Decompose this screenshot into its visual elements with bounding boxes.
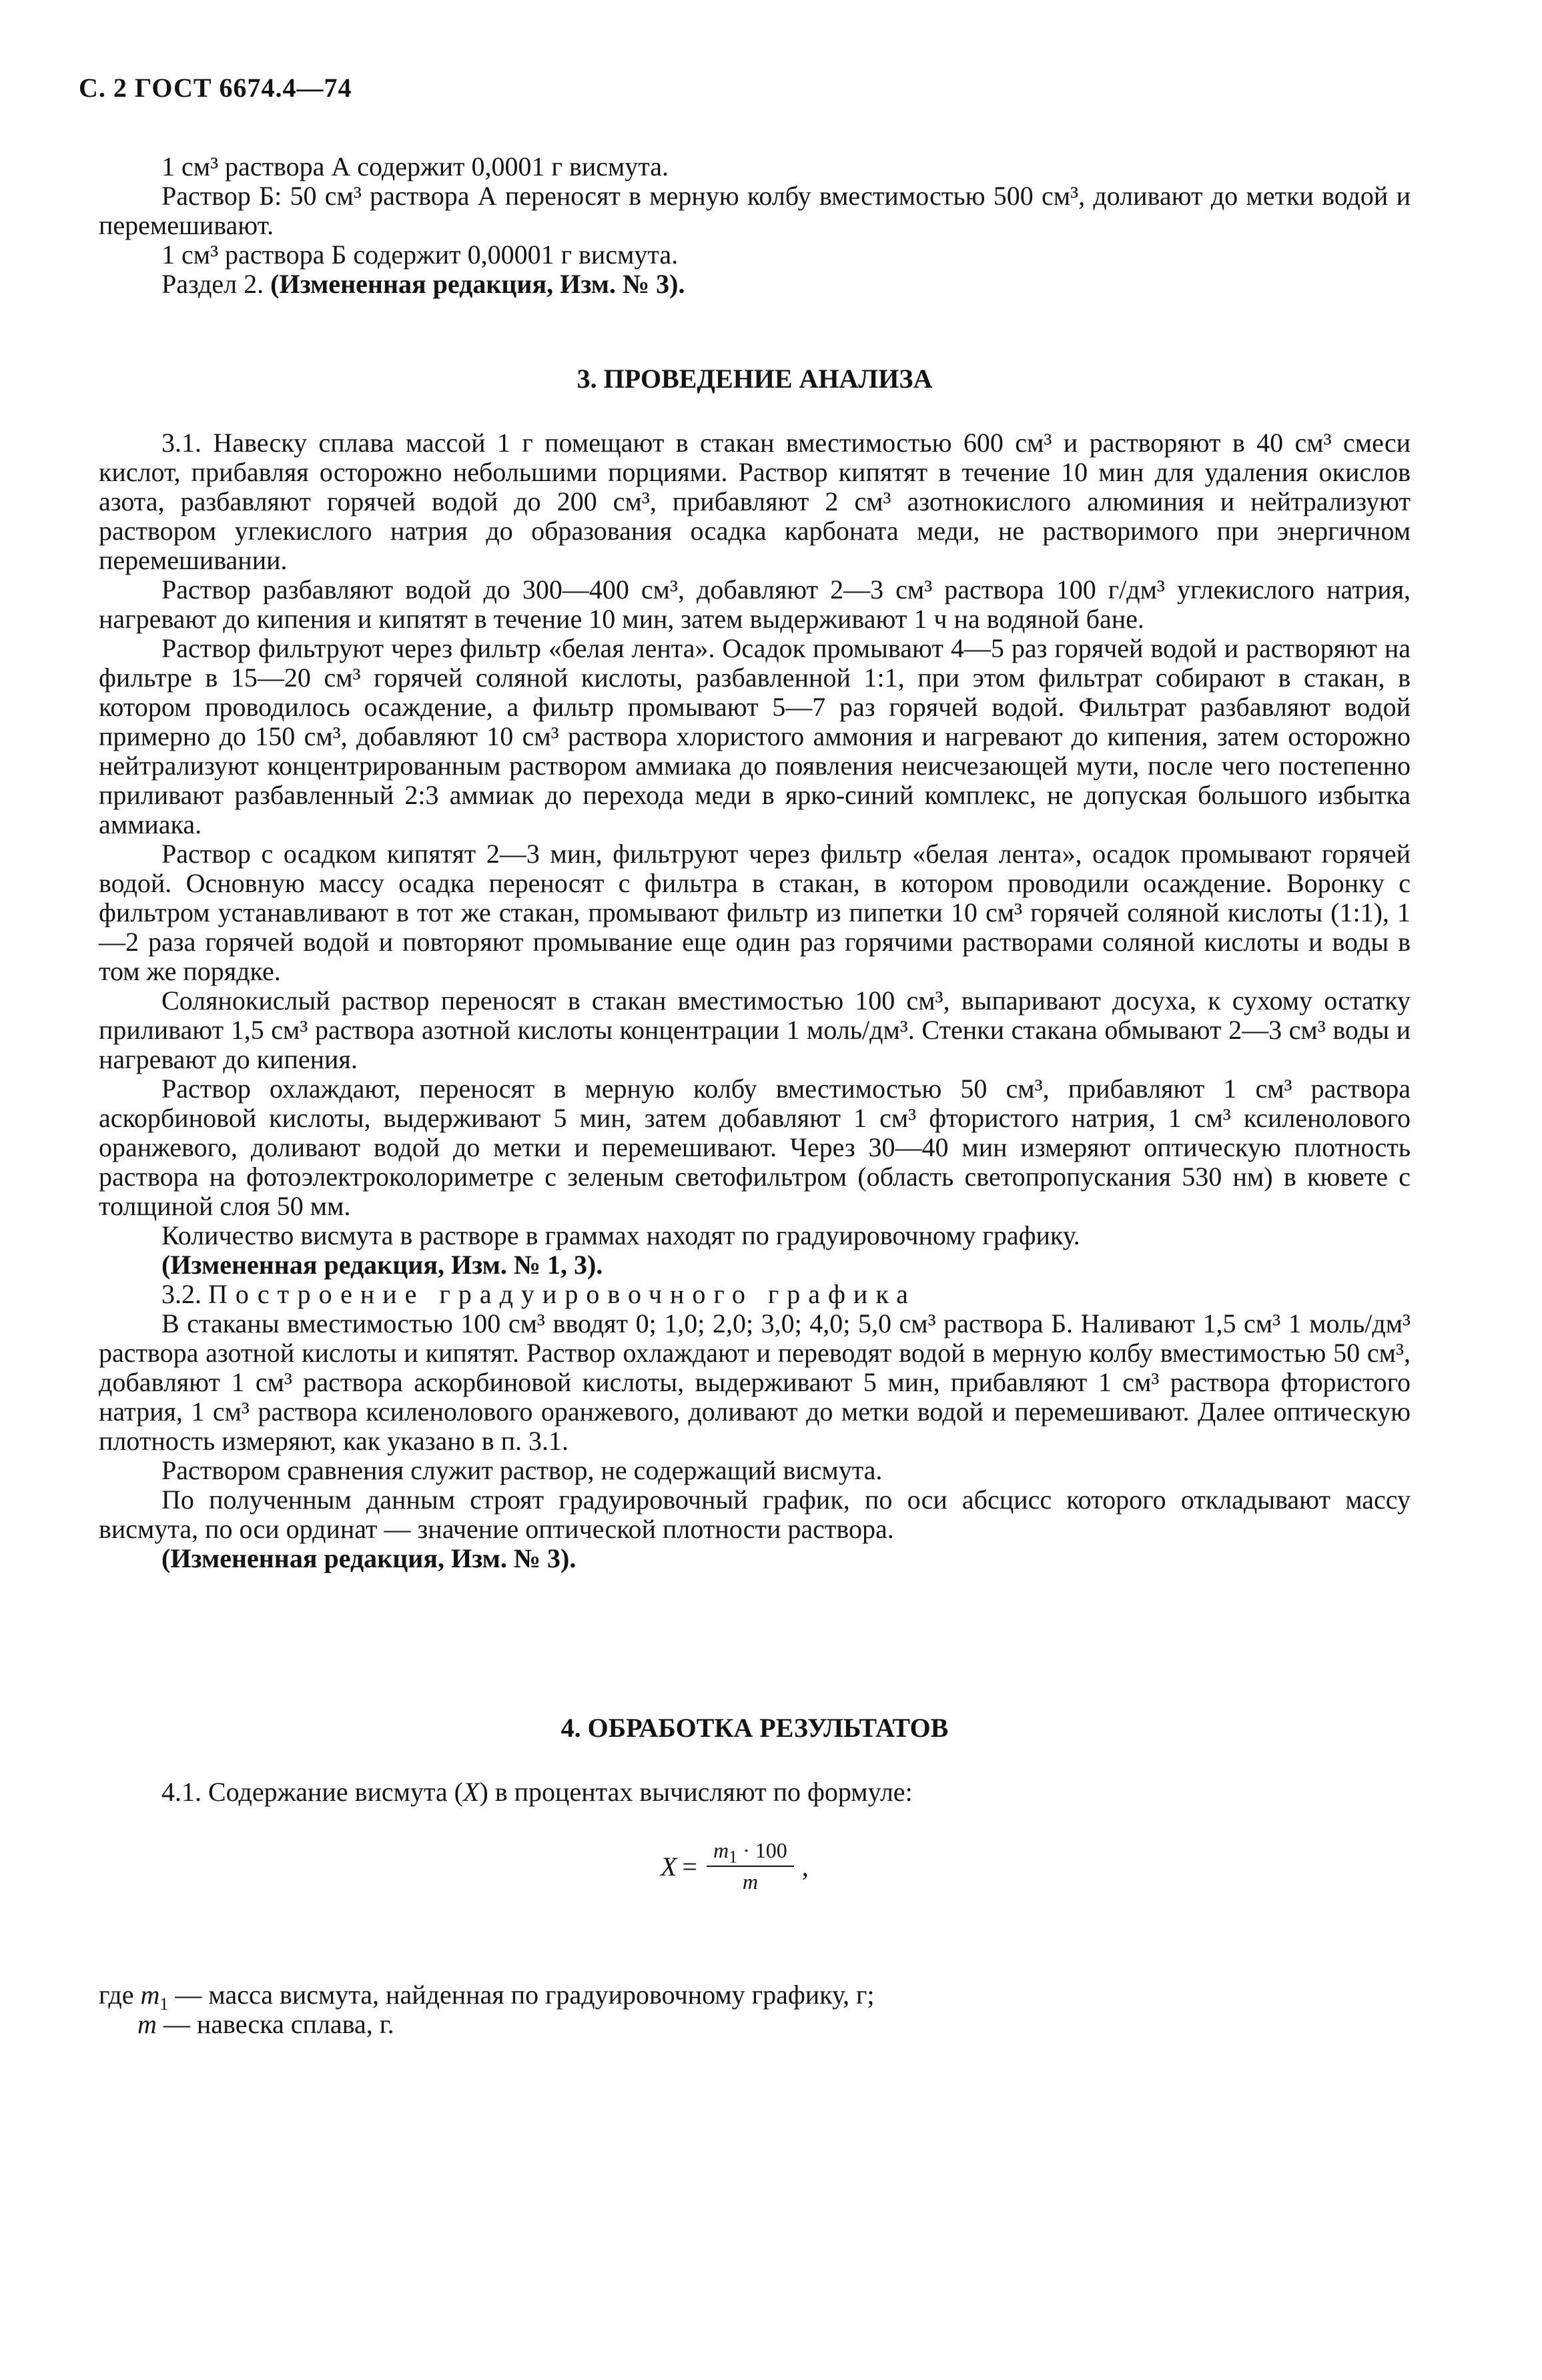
paragraph: Солянокислый раствор переносят в стакан вместимостью 100 см³, выпаривают досуха, к сухому остатку приливают 1,5 см³ раствора азотной кислоты концентрации 1 моль/дм³. Стенки стакана обмывают 2—3 см³ воды и нагревают до кипения. bbox=[99, 985, 1411, 1074]
paragraph: 1 см³ раствора Б содержит 0,00001 г висмута. bbox=[161, 240, 679, 270]
paragraph: По полученным данным строят градуировочный график, по оси абсцисс которого откладывают массу висмута, по оси ординат — значение оптической плотности раствора. bbox=[99, 1485, 1411, 1544]
paragraph: 3.1. Навеску сплава массой 1 г помещают в стакан вместимостью 600 см³ и растворяют в 40 см³ смеси кислот, прибавляя осторожно небольшими порциями. Раствор кипятят в течение 10 мин для удаления окислов азота, разбавляют горячей водой до 200 см³, прибавляют 2 см³ азотнокислого алюминия и нейтрализуют раствором углекислого натрия до образования осадка карбоната меди, не растворимого при энергичном перемешивании. bbox=[99, 428, 1411, 575]
text-span: · 100 bbox=[737, 1838, 787, 1862]
paragraph bbox=[99, 270, 1411, 299]
paragraph bbox=[99, 1777, 1411, 1807]
subsection-number: 3.2. bbox=[161, 1279, 202, 1309]
revision-note: (Измененная редакция, Изм. № 1, 3). bbox=[161, 1250, 603, 1280]
subscript: 1 bbox=[159, 1994, 169, 2014]
variable: m bbox=[140, 1980, 160, 2010]
fraction-denominator: m bbox=[742, 1870, 758, 1894]
formula-lhs: X bbox=[661, 1851, 677, 1882]
subsection-title: Построение градуировочного графика bbox=[208, 1279, 916, 1309]
variable: m bbox=[713, 1838, 729, 1862]
paragraph: Раствором сравнения служит раствор, не содержащий висмута. bbox=[161, 1455, 883, 1485]
text-span: — навеска сплава, г. bbox=[156, 2009, 394, 2039]
section-3-title: 3. ПРОВЕДЕНИЕ АНАЛИЗА bbox=[576, 364, 933, 394]
fraction-numerator bbox=[707, 1838, 794, 1867]
subscript: 1 bbox=[729, 1847, 738, 1867]
formula bbox=[661, 1838, 809, 1894]
paragraph: Раствор разбавляют водой до 300—400 см³, добавляют 2—3 см³ раствора 100 г/дм³ углекислого натрия, нагревают до кипения и кипятят в течение 10 мин, затем выдерживают 1 ч на водяной бане. bbox=[99, 574, 1411, 634]
formula-tail: , bbox=[801, 1851, 809, 1882]
subsection-heading bbox=[99, 1280, 1411, 1309]
section-4-title: 4. ОБРАБОТКА РЕЗУЛЬТАТОВ bbox=[560, 1713, 949, 1743]
variable: X bbox=[463, 1777, 480, 1807]
section-4-legend bbox=[99, 1980, 1411, 2039]
text-span: ) в процентах вычисляют по формуле: bbox=[479, 1777, 913, 1807]
intro-block bbox=[99, 152, 1411, 299]
legend-line bbox=[99, 2010, 1411, 2039]
paragraph: Количество висмута в растворе в граммах находят по градуировочному графику. bbox=[161, 1220, 1080, 1250]
revision-note: (Измененная редакция, Изм. № 3). bbox=[161, 1543, 576, 1573]
section-3-body bbox=[99, 428, 1411, 1573]
section-ref: Раздел 2. bbox=[161, 269, 264, 299]
formula-equals: = bbox=[682, 1851, 697, 1882]
fraction bbox=[707, 1838, 794, 1894]
legend-line bbox=[99, 1980, 1411, 2014]
variable: m bbox=[137, 2009, 157, 2039]
page-header: С. 2 ГОСТ 6674.4—74 bbox=[79, 73, 352, 103]
text-span: 4.1. Содержание висмута ( bbox=[161, 1777, 463, 1807]
revision-note: (Измененная редакция, Изм. № 3). bbox=[270, 269, 685, 299]
paragraph: Раствор фильтруют через фильтр «белая лента». Осадок промывают 4—5 раз горячей водой и растворяют на фильтре в 15—20 см³ горячей соляной кислоты, разбавленной 1:1, при этом фильтрат собирают в стакан, в котором проводилось осаждение, а фильтр промывают 5—7 раз горячей водой. Фильтрат разбавляют водой примерно до 150 см³, добавляют 10 см³ раствора хлористого аммония и нагревают до кипения, затем осторожно нейтрализуют концентрированным раствором аммиака до появления неисчезающей мути, после чего постепенно приливают разбавленный 2:3 аммиак до перехода меди в ярко-синий комплекс, не допуская большого избытка аммиака. bbox=[99, 633, 1411, 839]
paragraph: Раствор с осадком кипятят 2—3 мин, фильтруют через фильтр «белая лента», осадок промывают горячей водой. Основную массу осадка переносят с фильтра в стакан, в котором проводили осаждение. Воронку с фильтром устанавливают в тот же стакан, промывают фильтр из пипетки 10 см³ горячей соляной кислоты (1:1), 1—2 раза горячей водой и повторяют промывание еще один раз горячими растворами соляной кислоты и воды в том же порядке. bbox=[99, 839, 1411, 986]
paragraph: В стаканы вместимостью 100 см³ вводят 0; 1,0; 2,0; 3,0; 4,0; 5,0 см³ раствора Б. Наливают 1,5 см³ 1 моль/дм³ раствора азотной кислоты и кипятят. Раствор охлаждают и переводят водой в мерную колбу вместимостью 50 см³, добавляют 1 см³ раствора аскорбиновой кислоты, выдерживают 5 мин, прибавляют 1 см³ раствора фтористого натрия, 1 см³ раствора ксиленолового оранжевого, доливают до метки водой и перемешивают. Далее оптическую плотность измеряют, как указано в п. 3.1. bbox=[99, 1308, 1411, 1456]
paragraph: Раствор охлаждают, переносят в мерную колбу вместимостью 50 см³, прибавляют 1 см³ раствора аскорбиновой кислоты, выдерживают 5 мин, затем добавляют 1 см³ фтористого натрия, 1 см³ ксиленолового оранжевого, доливают водой до метки и перемешивают. Через 30—40 мин измеряют оптическую плотность раствора на фотоэлектроколориметре с зеленым светофильтром (область светопропускания 530 нм) в кювете с толщиной слоя 50 мм. bbox=[99, 1074, 1411, 1221]
text-span: где bbox=[99, 1980, 134, 2010]
paragraph: Раствор Б: 50 см³ раствора А переносят в мерную колбу вместимостью 500 см³, доливают до метки водой и перемешивают. bbox=[99, 181, 1411, 240]
text-span: — масса висмута, найденная по градуировочному графику, г; bbox=[168, 1980, 875, 2010]
section-4-body bbox=[99, 1777, 1411, 1807]
paragraph: 1 см³ раствора А содержит 0,0001 г висмута. bbox=[161, 151, 669, 181]
